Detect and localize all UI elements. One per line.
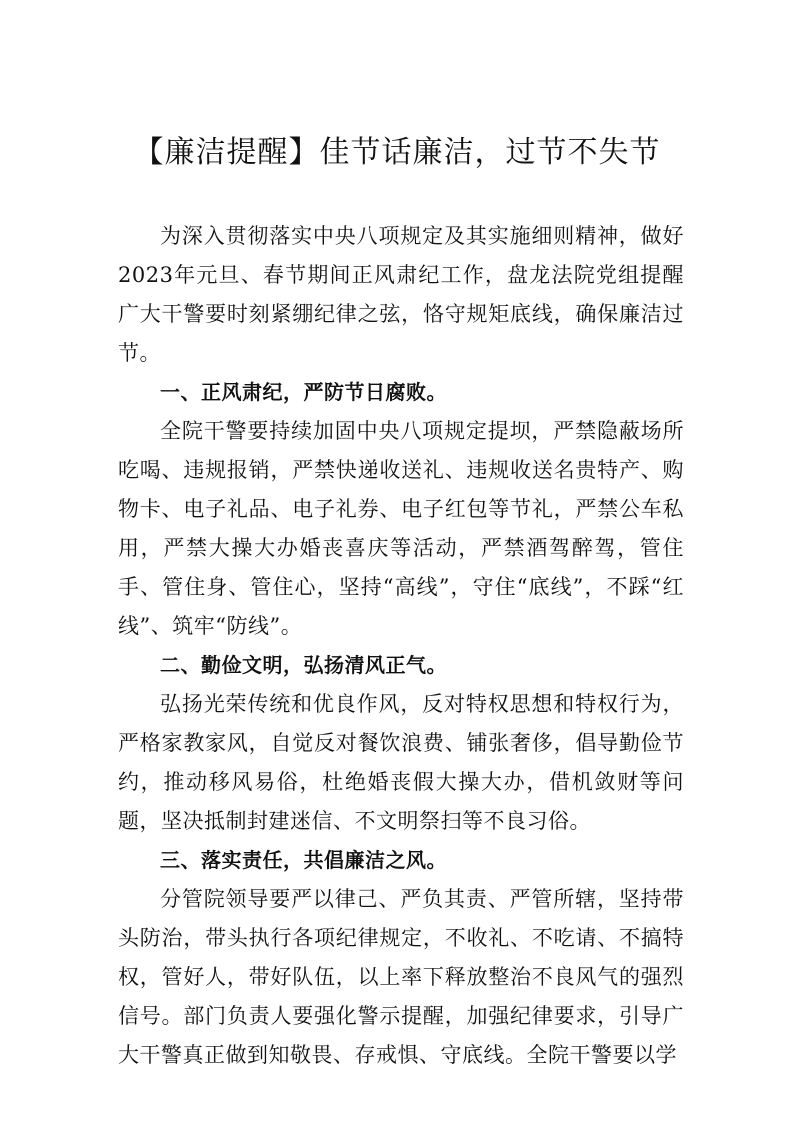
section-paragraph-3: 分管院领导要严以律己、严负其责、严管所辖，坚持带头防治，带头执行各项纪律规定，不收礼、不吃请、不搞特权，管好人，带好队伍，以上率下释放整治不良风气的强烈信号。部门负责人要强化警示提醒，加强纪律要求，引导广大干警真正做到知敬畏、存戒惧、守底线。全院干警要以学 (118, 887, 684, 1067)
section-paragraph-2: 弘扬光荣传统和优良作风，反对特权思想和特权行为，严格家教家风，自觉反对餐饮浪费、铺张奢侈，倡导勤俭节约，推动移风易俗，杜绝婚丧假大操大办，借机敛财等问题，坚决抵制封建迷信、不文明祭扫等不良习俗。 (118, 692, 684, 833)
section-paragraph-1: 全院干警要持续加固中央八项规定提坝，严禁隐蔽场所吃喝、违规报销，严禁快递收送礼、违规收送名贵特产、购物卡、电子礼品、电子礼券、电子红包等节礼，严禁公车私用，严禁大操大办婚丧喜庆等活动，严禁酒驾醉驾，管住手、管住身、管住心，坚持“高线”，守住“底线”，不踩“红线”、筑牢“防线”。 (118, 419, 684, 638)
intro-paragraph: 为深入贯彻落实中央八项规定及其实施细则精神，做好2023年元旦、春节期间正风肃纪工作，盘龙法院党组提醒广大干警要时刻紧绷纪律之弦，恪守规矩底线，确保廉洁过节。 (118, 224, 684, 365)
section-heading-2: 二、勤俭文明，弘扬清风正气。 (160, 653, 447, 677)
document-body (118, 217, 684, 1075)
section-heading-3: 三、落实责任，共倡廉洁之风。 (160, 848, 447, 872)
section-heading-1: 一、正风肃纪，严防节日腐败。 (160, 380, 447, 404)
document-title: 【廉洁提醒】佳节话廉洁，过节不失节 (133, 135, 661, 170)
